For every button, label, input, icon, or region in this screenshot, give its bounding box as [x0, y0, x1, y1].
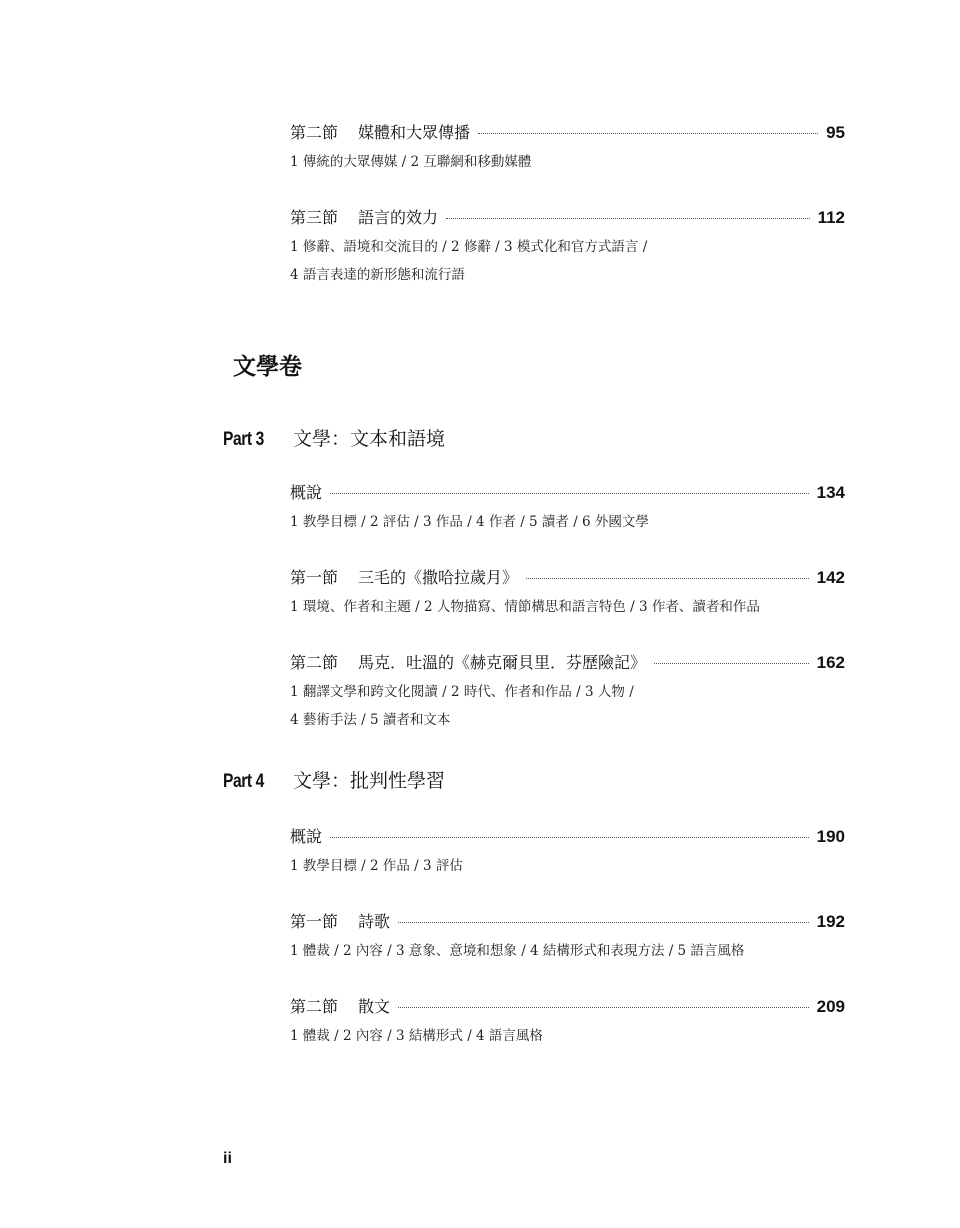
toc-entry[interactable] [290, 480, 845, 536]
subtopics: 1 修辭、語境和交流目的 / 2 修辭 / 3 模式化和官方式語言 / [290, 239, 648, 255]
dot-leader [330, 493, 809, 494]
section-number: 概說 [290, 483, 323, 502]
part-title: 文學：文本和語境 [293, 428, 446, 450]
section-title: 三毛的《撒哈拉歲月》 [358, 568, 519, 587]
part-heading [223, 424, 445, 451]
page-number: 142 [816, 568, 845, 587]
subtopics: 4 藝術手法 / 5 讀者和文本 [290, 712, 451, 728]
part-number: Part 3 [223, 429, 264, 450]
section-number: 概說 [290, 827, 323, 846]
page-number: 95 [826, 123, 845, 142]
subtopics: 1 教學目標 / 2 評估 / 3 作品 / 4 作者 / 5 讀者 / 6 外國文學 [290, 514, 649, 530]
subtopics: 1 傳統的大眾傳媒 / 2 互聯網和移動媒體 [290, 154, 532, 170]
dot-leader [526, 578, 809, 579]
section-title: 詩歌 [358, 912, 391, 931]
subtopics: 1 體裁 / 2 內容 / 3 結構形式 / 4 語言風格 [290, 1028, 543, 1044]
section-number: 第一節 [290, 568, 339, 587]
subtopics: 1 體裁 / 2 內容 / 3 意象、意境和想象 / 4 結構形式和表現方法 / 5 語言風格 [290, 943, 745, 959]
toc-entry[interactable] [290, 205, 845, 289]
part-title: 文學：批判性學習 [293, 770, 446, 792]
section-number: 第二節 [290, 997, 339, 1016]
toc-entry[interactable] [290, 565, 845, 621]
page-number: 209 [816, 997, 845, 1016]
section-number: 第二節 [290, 123, 339, 142]
toc-entry[interactable] [290, 120, 845, 176]
dot-leader [398, 1007, 809, 1008]
page-number: 112 [817, 208, 845, 227]
subtopics: 1 教學目標 / 2 作品 / 3 評估 [290, 858, 463, 874]
page-number: 162 [816, 653, 845, 672]
dot-leader [654, 663, 809, 664]
folio-page-number: ii [223, 1150, 232, 1167]
section-number: 第一節 [290, 912, 339, 931]
section-title: 散文 [358, 997, 391, 1016]
toc-entry[interactable] [290, 824, 845, 880]
section-title: 語言的效力 [358, 208, 439, 227]
subtopics: 1 環境、作者和主題 / 2 人物描寫、情節構思和語言特色 / 3 作者、讀者和作品 [290, 599, 760, 615]
page-number: 134 [816, 483, 845, 502]
page-number: 190 [816, 827, 845, 846]
dot-leader [478, 133, 818, 134]
part-number: Part 4 [223, 771, 264, 792]
page-number: 192 [816, 912, 845, 931]
dot-leader [330, 837, 809, 838]
volume-title: 文學卷 [233, 354, 302, 380]
section-number: 第二節 [290, 653, 339, 672]
section-title: 媒體和大眾傳播 [358, 123, 471, 142]
dot-leader [398, 922, 809, 923]
part-heading [223, 766, 445, 793]
toc-entry[interactable] [290, 909, 845, 965]
subtopics: 1 翻譯文學和跨文化閱讀 / 2 時代、作者和作品 / 3 人物 / [290, 684, 634, 700]
subtopics: 4 語言表達的新形態和流行語 [290, 267, 465, 283]
section-number: 第三節 [290, 208, 339, 227]
toc-entry[interactable] [290, 650, 845, 734]
dot-leader [446, 218, 810, 219]
section-title: 馬克．吐溫的《赫克爾貝里．芬歷險記》 [358, 653, 647, 672]
toc-entry[interactable] [290, 994, 845, 1050]
